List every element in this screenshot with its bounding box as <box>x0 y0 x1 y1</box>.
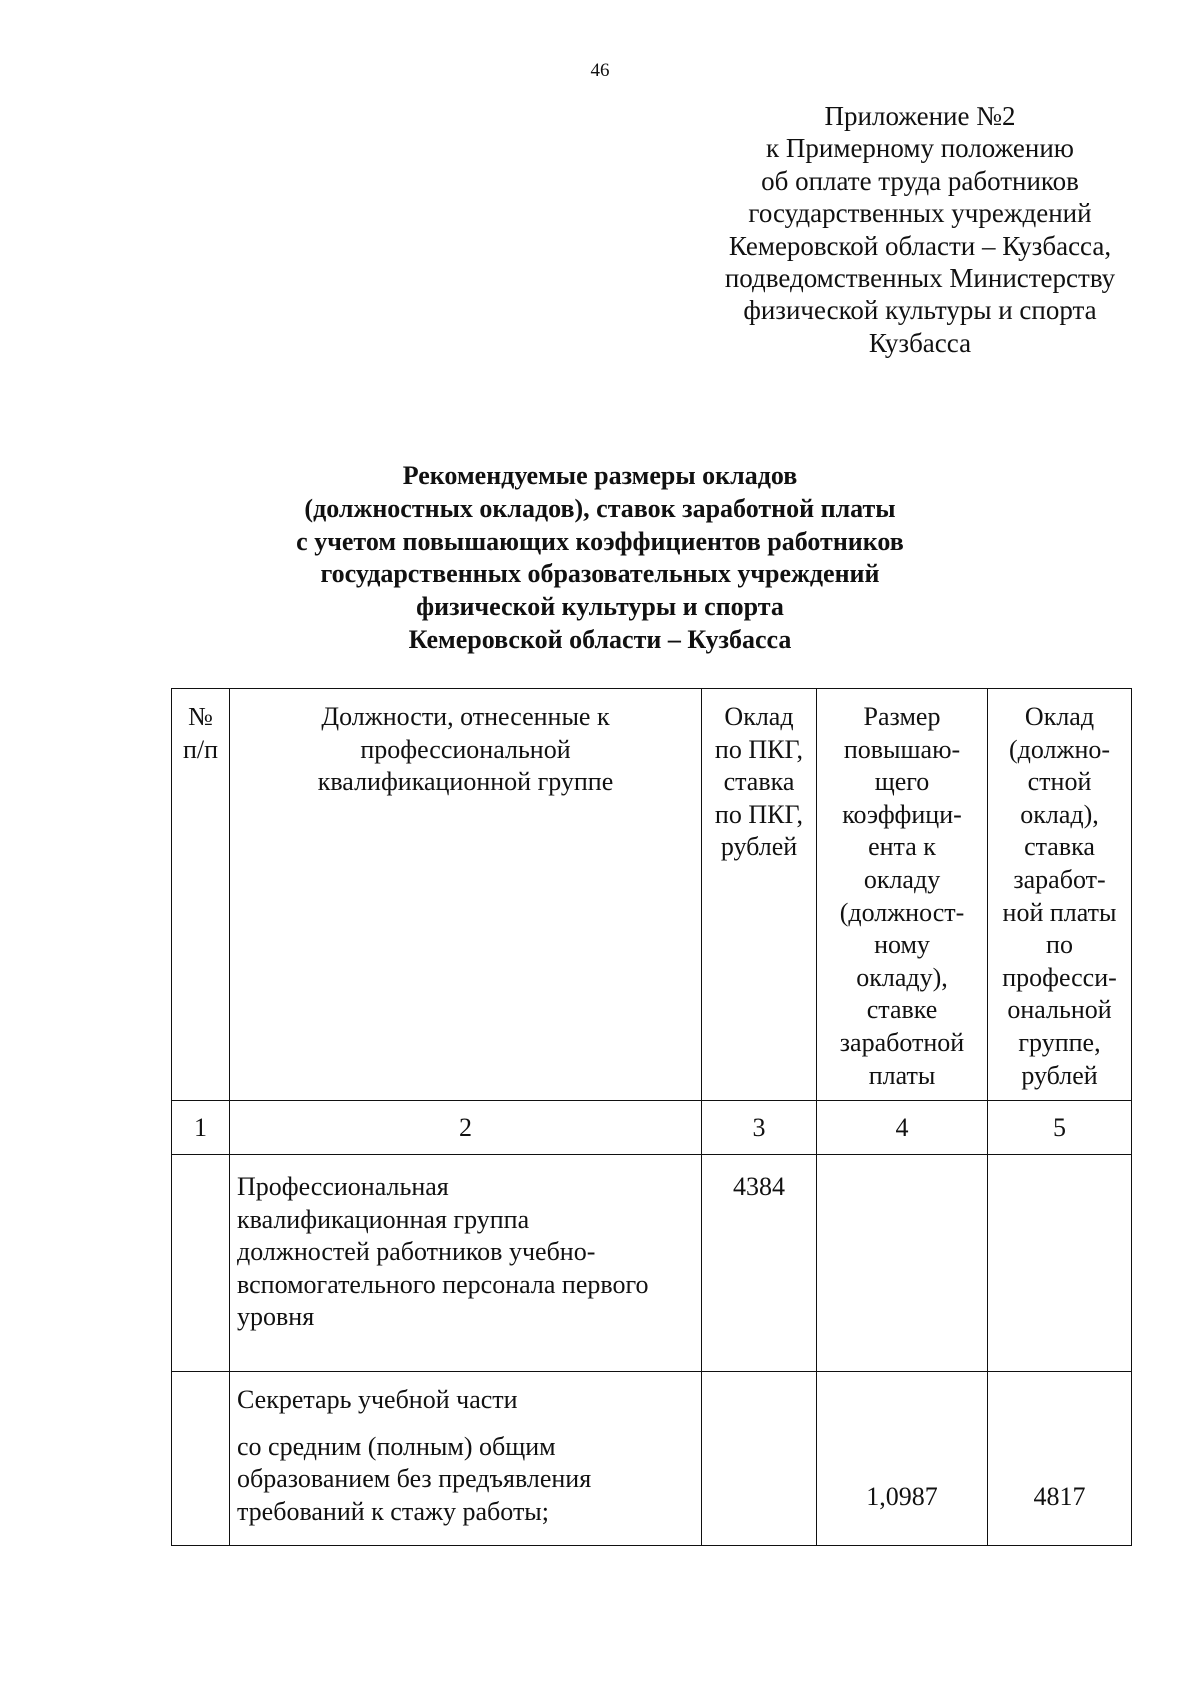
header-positions: Должности, отнесенные к профессиональной квалификационной группе <box>230 689 702 1101</box>
header-pkg-salary: Оклад по ПКГ, ставка по ПКГ, рублей <box>702 689 817 1101</box>
header-number: № п/п <box>172 689 230 1101</box>
header-final-salary: Оклад (должно- стной оклад), ставка заработ- ной платы по професси- ональной группе, рублей <box>988 689 1132 1101</box>
appendix-line: физической культуры и спорта <box>743 295 1097 326</box>
table-header-row <box>172 689 1132 1101</box>
final-salary-cell: 4817 <box>988 1372 1132 1546</box>
appendix-line: Приложение №2 <box>824 101 1016 131</box>
appendix-line: подведомственных Министерству <box>724 263 1116 294</box>
row-number-cell <box>172 1372 230 1546</box>
empty-cell <box>702 1372 817 1546</box>
title-line: Рекомендуемые размеры окладов <box>402 461 798 490</box>
appendix-line: к Примерному положению <box>766 133 1074 164</box>
column-number: 4 <box>817 1101 988 1155</box>
title-line: физической культуры и спорта <box>416 592 784 622</box>
column-number: 5 <box>988 1101 1132 1155</box>
empty-cell <box>988 1155 1132 1372</box>
appendix-line: Кузбасса <box>868 327 972 358</box>
title-line: с учетом повышающих коэффициентов работников <box>296 526 904 556</box>
document-title <box>0 460 1200 657</box>
column-number-row <box>172 1101 1132 1155</box>
group-name-cell: Профессиональная квалификационная группа должностей работников учебно- вспомогательного персонала первого уровня <box>230 1155 702 1372</box>
appendix-line: государственных учреждений <box>748 198 1092 229</box>
appendix-line: об оплате труда работников <box>761 165 1079 196</box>
column-number: 1 <box>172 1101 230 1155</box>
table-row <box>172 1372 1132 1546</box>
row-number-cell <box>172 1155 230 1372</box>
table-row <box>172 1155 1132 1372</box>
header-coefficient: Размер повышаю- щего коэффици- ента к окладу (должност- ному окладу), ставке заработной платы <box>817 689 988 1101</box>
page-number: 46 <box>590 60 610 81</box>
position-name-cell: Секретарь учебной части со средним (полным) общим образованием без предъявления требований к стажу работы; <box>230 1372 702 1546</box>
group-salary-cell: 4384 <box>702 1155 817 1372</box>
title-line: государственных образовательных учреждений <box>320 559 880 589</box>
column-number: 3 <box>702 1101 817 1155</box>
appendix-heading <box>690 100 1150 359</box>
title-line: (должностных окладов), ставок заработной платы <box>304 493 896 523</box>
title-line: Кемеровской области – Кузбасса <box>408 624 792 654</box>
coefficient-cell: 1,0987 <box>817 1372 988 1546</box>
appendix-line: Кемеровской области – Кузбасса, <box>728 230 1112 261</box>
column-number: 2 <box>230 1101 702 1155</box>
salary-table <box>171 688 1132 1546</box>
position-title: Секретарь учебной части <box>237 1385 518 1414</box>
empty-cell <box>817 1155 988 1372</box>
